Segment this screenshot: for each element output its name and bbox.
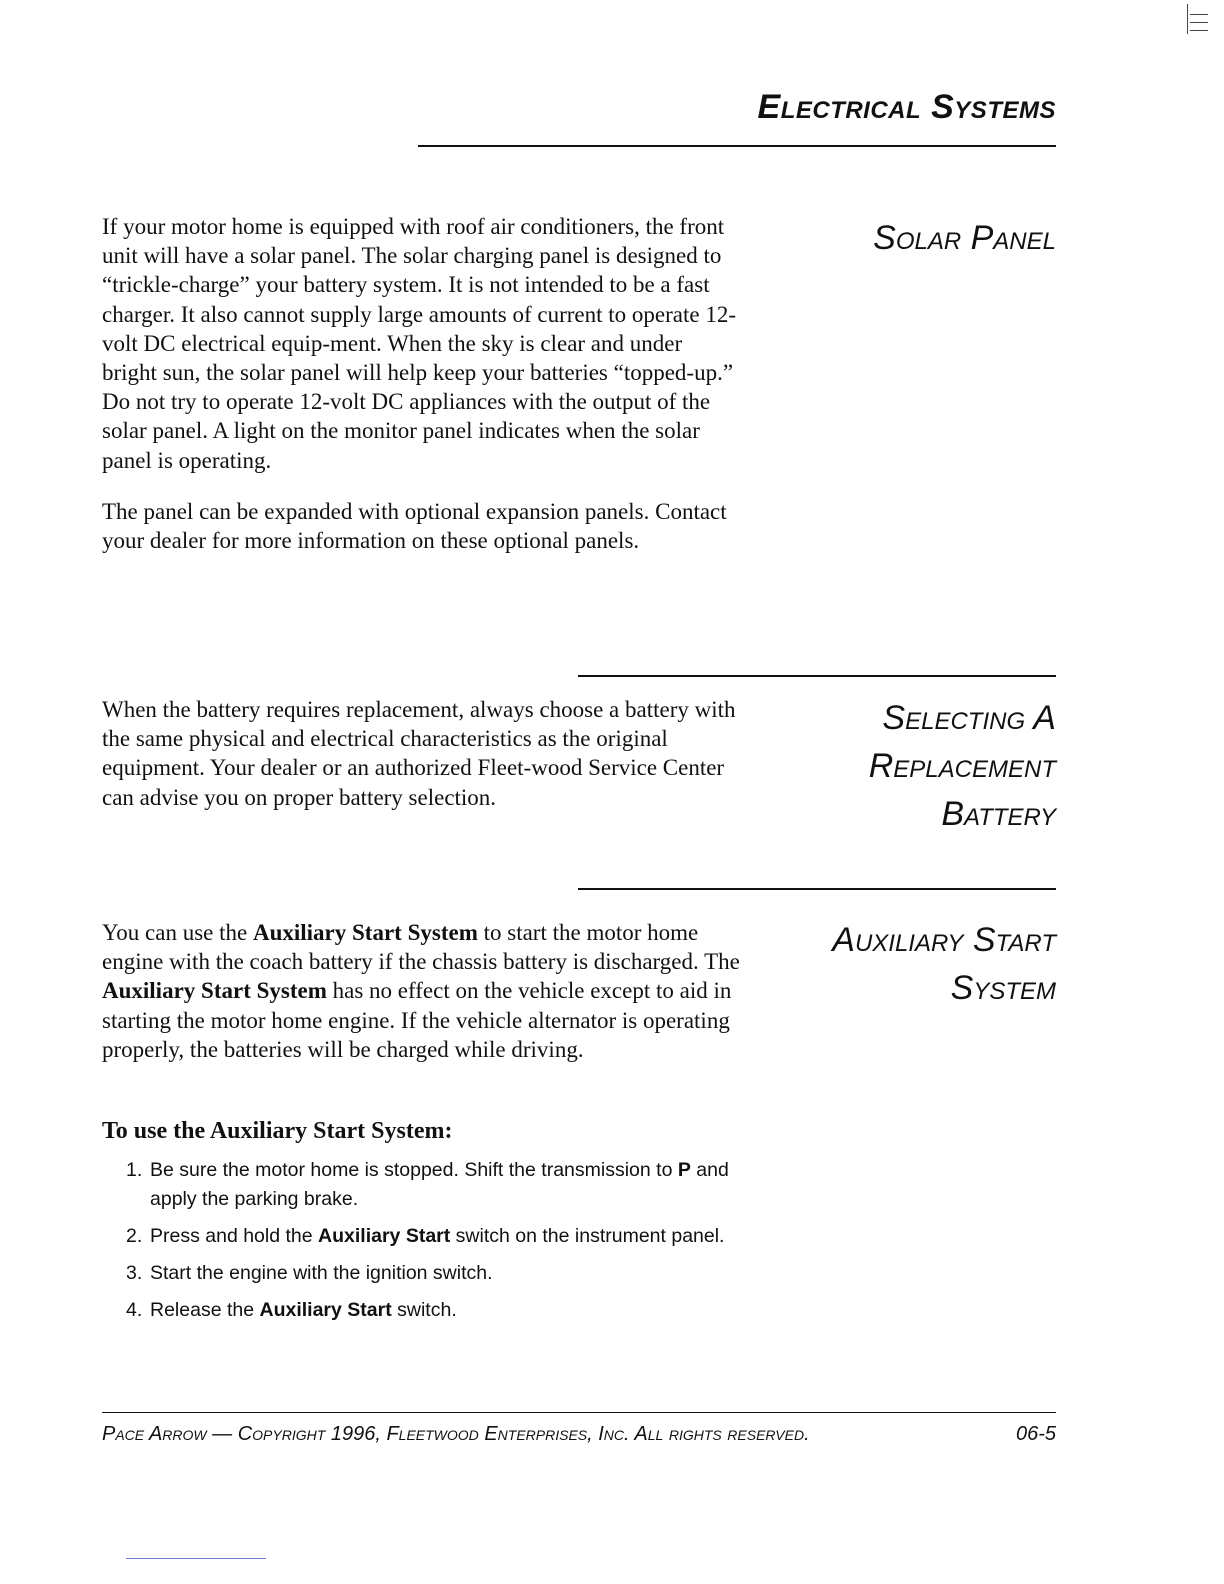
heading-line: System: [950, 969, 1056, 1007]
step-text: Start the engine with the ignition switch.: [150, 1262, 493, 1284]
bold-term: Auxiliary Start System: [102, 978, 327, 1004]
text-run: has no effect on the vehicle except to aid in starting the motor home engine. If the vehicle alternator is operating properly, the batteries will be charged while driving.: [102, 978, 732, 1062]
step-text: and apply the parking brake.: [150, 1159, 729, 1210]
page-title: Electrical Systems: [757, 88, 1056, 126]
steps-list: [126, 1156, 746, 1333]
scan-artifact-line: [126, 1558, 266, 1559]
heading-line: Selecting A: [882, 699, 1056, 737]
section-body-auxiliary-start: [102, 918, 742, 1064]
step-number: 2.: [126, 1225, 143, 1247]
section-heading-auxiliary-start: [832, 916, 1056, 1012]
header-divider: [418, 145, 1056, 147]
list-item: [126, 1259, 746, 1288]
paragraph: The panel can be expanded with optional expansion panels. Contact your dealer for more information on these optional panels.: [102, 498, 727, 554]
section-body-solar-panel: [102, 212, 742, 555]
footer: [102, 1423, 1056, 1446]
bold-term: Auxiliary Start System: [252, 920, 478, 945]
step-bold: P: [677, 1159, 691, 1181]
step-text: Release the: [150, 1299, 260, 1321]
step-text: Press and hold the: [150, 1225, 319, 1247]
text-run: to start the motor home engine with the coach battery if the chassis battery is discharged. The: [102, 920, 740, 975]
step-number: 1.: [126, 1159, 143, 1181]
footer-divider: [102, 1412, 1056, 1413]
text-run: You can use the: [102, 920, 253, 945]
copyright-text: Pace Arrow — Copyright 1996, Fleetwood Enterprises, Inc. All rights reserved.: [102, 1423, 810, 1445]
section-body-replacement-battery: [102, 695, 742, 812]
heading-line: Auxiliary Start: [832, 921, 1056, 959]
margin-mark: [1187, 4, 1210, 34]
margin-mark-tick: [1190, 30, 1208, 31]
step-bold: Auxiliary Start: [318, 1225, 451, 1247]
heading-line: Replacement: [868, 747, 1056, 785]
steps-heading: To use the Auxiliary Start System:: [102, 1118, 453, 1144]
paragraph: If your motor home is equipped with roof air conditioners, the front unit will have a solar panel. The solar charging panel is designed to “trickle-charge” your battery system. It is not intended to be a fast charger. It also cannot supply large amounts of current to operate 12-volt DC electrical equip-ment. When the sky is clear and under bright sun, the solar panel will help keep your batteries “topped-up.” Do not try to operate 12-volt DC appliances with the output of the solar panel. A light on the monitor panel indicates when the solar panel is operating.: [102, 214, 737, 473]
heading-line: Battery: [941, 795, 1056, 833]
step-number: 3.: [126, 1262, 143, 1284]
step-text: switch.: [391, 1299, 457, 1321]
paragraph: [102, 918, 742, 1064]
section-divider: [578, 888, 1056, 890]
heading-line: Solar Panel: [873, 219, 1056, 257]
margin-mark-tick: [1190, 22, 1208, 23]
step-bold: Auxiliary Start: [259, 1299, 392, 1321]
paragraph: When the battery requires replacement, always choose a battery with the same physical and electrical characteristics as the original equipment. Your dealer or an authorized Fleet-wood Service Center can advise you on proper battery selection.: [102, 697, 736, 810]
list-item: [126, 1296, 746, 1325]
step-text: Be sure the motor home is stopped. Shift the transmission to: [150, 1159, 678, 1181]
page-number: 06-5: [1015, 1423, 1056, 1445]
margin-mark-tick: [1190, 14, 1208, 15]
step-number: 4.: [126, 1299, 143, 1321]
list-item: [126, 1222, 746, 1251]
list-item: [126, 1156, 746, 1214]
step-text: switch on the instrument panel.: [450, 1225, 725, 1247]
section-divider: [578, 675, 1056, 677]
section-heading-replacement-battery: [869, 694, 1056, 838]
section-heading-solar-panel: [873, 214, 1056, 262]
